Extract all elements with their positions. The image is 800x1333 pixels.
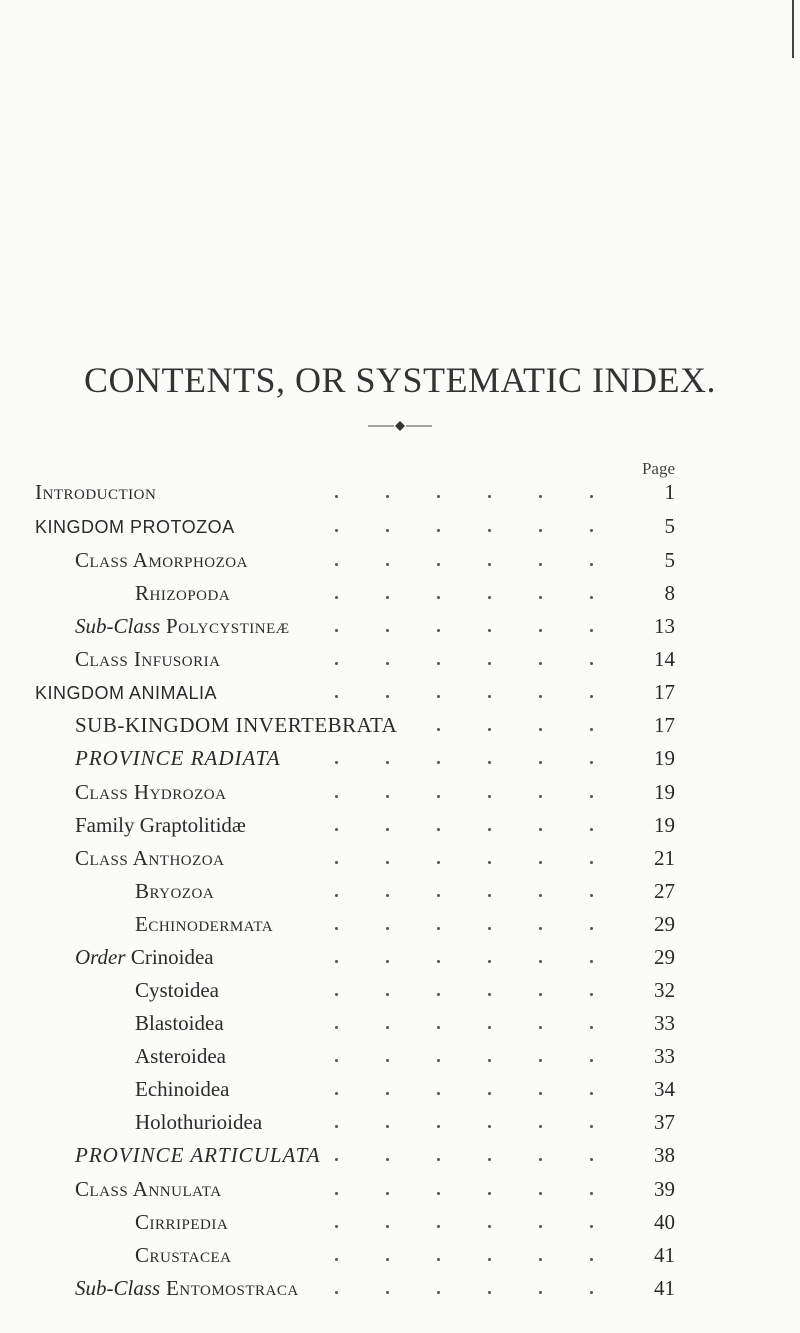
toc-page-number: 38 — [654, 1143, 675, 1167]
leader-dot — [488, 861, 491, 864]
toc-page-number: 33 — [654, 1011, 675, 1035]
dot-leader — [335, 907, 593, 941]
leader-dot — [539, 1158, 542, 1161]
leader-dot — [539, 1092, 542, 1095]
toc-entry — [0, 1271, 800, 1305]
leader-dot — [335, 960, 338, 963]
toc-entry-title — [75, 1172, 222, 1206]
dot-leader — [335, 1072, 593, 1106]
toc-entry — [0, 775, 800, 809]
toc-entry-title — [135, 1039, 226, 1073]
leader-dot — [386, 563, 389, 566]
leader-dot — [590, 761, 593, 764]
leader-dot — [539, 1125, 542, 1128]
toc-page-number: 41 — [654, 1276, 675, 1300]
toc-entry-title-part: Order — [75, 945, 126, 969]
leader-dot — [437, 563, 440, 566]
toc-entry — [0, 874, 800, 908]
leader-dot — [386, 1125, 389, 1128]
toc-entry — [0, 609, 800, 643]
toc-entry-title-part: Class Infusoria — [75, 647, 221, 671]
leader-dot — [437, 695, 440, 698]
leader-dot — [590, 894, 593, 897]
leader-dot — [539, 596, 542, 599]
leader-dot — [437, 861, 440, 864]
toc-entry-title-part: Introduction — [35, 480, 157, 504]
toc-entry-title — [135, 1072, 229, 1106]
leader-dot — [386, 1258, 389, 1261]
leader-dot — [539, 1059, 542, 1062]
leader-dot — [437, 795, 440, 798]
toc-page-number: 32 — [654, 978, 675, 1002]
leader-dot — [335, 828, 338, 831]
leader-dot — [386, 1192, 389, 1195]
leader-dot — [335, 761, 338, 764]
leader-dot — [437, 1192, 440, 1195]
leader-dot — [437, 1158, 440, 1161]
dot-leader — [335, 1039, 593, 1073]
toc-entry-title-part: Cirripedia — [135, 1210, 229, 1234]
leader-dot — [335, 529, 338, 532]
toc-entry-title-part: Bryozoa — [135, 879, 215, 903]
toc-entry-title — [135, 874, 214, 908]
leader-dot — [539, 1026, 542, 1029]
dot-leader — [335, 1238, 593, 1272]
toc-entry-title — [75, 1271, 299, 1305]
toc-entry — [0, 675, 800, 709]
leader-dot — [488, 662, 491, 665]
toc-page-number: 33 — [654, 1044, 675, 1068]
leader-dot — [488, 596, 491, 599]
toc-entry-title — [75, 808, 246, 842]
leader-dot — [590, 993, 593, 996]
leader-dot — [539, 662, 542, 665]
toc-page-number: 19 — [654, 746, 675, 770]
leader-dot — [437, 1092, 440, 1095]
leader-dot — [437, 596, 440, 599]
leader-dot — [488, 1192, 491, 1195]
leader-dot — [437, 828, 440, 831]
toc-entry — [0, 1238, 800, 1272]
toc-entry-title-part: Crustacea — [135, 1243, 232, 1267]
leader-dot — [539, 894, 542, 897]
toc-entry-title — [135, 907, 273, 941]
toc-entry — [0, 509, 800, 543]
leader-dot — [437, 1291, 440, 1294]
leader-dot — [488, 1225, 491, 1228]
toc-page-number: 8 — [664, 581, 675, 605]
leader-dot — [335, 1258, 338, 1261]
toc-entry-title — [75, 841, 224, 875]
leader-dot — [386, 1092, 389, 1095]
toc-entry-title — [75, 642, 220, 676]
page-column-header: Page — [641, 459, 675, 478]
leader-dot — [539, 861, 542, 864]
leader-dot — [437, 495, 440, 498]
toc-entry-title — [135, 576, 230, 610]
leader-dot — [590, 695, 593, 698]
leader-dot — [335, 1192, 338, 1195]
leader-dot — [437, 629, 440, 632]
leader-dot — [539, 728, 542, 731]
toc-entry-title-part: Echinodermata — [135, 912, 274, 936]
leader-dot — [488, 1125, 491, 1128]
leader-dot — [590, 1125, 593, 1128]
leader-dot — [335, 563, 338, 566]
leader-dot — [386, 1225, 389, 1228]
toc-page-number: 37 — [654, 1110, 675, 1134]
leader-dot — [386, 629, 389, 632]
leader-dot — [488, 927, 491, 930]
leader-dot — [539, 993, 542, 996]
leader-dot — [386, 761, 389, 764]
leader-dot — [539, 695, 542, 698]
toc-entry-title — [135, 1105, 262, 1139]
leader-dot — [437, 1059, 440, 1062]
leader-dot — [539, 1258, 542, 1261]
leader-dot — [590, 563, 593, 566]
leader-dot — [539, 563, 542, 566]
leader-dot — [539, 927, 542, 930]
toc-entry — [0, 642, 800, 676]
leader-dot — [386, 1291, 389, 1294]
toc-entry-title-part: Cystoidea — [135, 978, 219, 1002]
toc-page-number: 40 — [654, 1210, 675, 1234]
toc-entry-title-part: Entomostraca — [160, 1276, 299, 1300]
toc-entry — [0, 576, 800, 610]
dot-leader — [335, 543, 593, 577]
leader-dot — [590, 795, 593, 798]
leader-dot — [437, 960, 440, 963]
dot-leader — [335, 1105, 593, 1139]
leader-dot — [335, 596, 338, 599]
leader-dot — [488, 529, 491, 532]
toc-page-number: 19 — [654, 813, 675, 837]
toc-entry-title-part: Class Anthozoa — [75, 846, 225, 870]
toc-page-number: 5 — [664, 514, 675, 538]
leader-dot — [335, 1225, 338, 1228]
page-title: CONTENTS, OR SYSTEMATIC INDEX. — [83, 360, 716, 401]
toc-page-number: 41 — [654, 1243, 675, 1267]
toc-entry-title — [35, 475, 156, 509]
leader-dot — [437, 529, 440, 532]
leader-dot — [488, 1258, 491, 1261]
leader-dot — [335, 894, 338, 897]
toc-entry-title — [75, 609, 290, 643]
toc-page-number: 27 — [654, 879, 675, 903]
toc-page-number: 34 — [654, 1077, 675, 1101]
leader-dot — [590, 662, 593, 665]
dot-leader — [335, 1172, 593, 1206]
dot-leader — [335, 1138, 593, 1172]
leader-dot — [488, 563, 491, 566]
toc-page-number: 39 — [654, 1177, 675, 1201]
toc-page-number: 29 — [654, 912, 675, 936]
toc-page-number: 17 — [654, 713, 675, 737]
dot-leader — [335, 940, 593, 974]
toc-entry — [0, 741, 800, 775]
leader-dot — [437, 927, 440, 930]
toc-entry-title-part: Polycystineæ — [160, 614, 290, 638]
leader-dot — [386, 695, 389, 698]
toc-entry — [0, 841, 800, 875]
dot-leader — [335, 509, 593, 543]
toc-entry-title-part: KINGDOM ANIMALIA — [35, 683, 218, 703]
dot-leader — [335, 609, 593, 643]
dot-leader — [335, 675, 593, 709]
toc-entry-title-part: Class Amorphozoa — [75, 548, 248, 572]
leader-dot — [539, 495, 542, 498]
toc-page-number: 5 — [664, 548, 675, 572]
toc-entry-title-part: Family Graptolitidæ — [75, 813, 246, 837]
leader-dot — [335, 495, 338, 498]
leader-dot — [590, 1026, 593, 1029]
leader-dot — [590, 1059, 593, 1062]
leader-dot — [386, 828, 389, 831]
leader-dot — [539, 1291, 542, 1294]
toc-entry-title-part: Holothurioidea — [135, 1110, 263, 1134]
toc-entry-title-part: Asteroidea — [135, 1044, 226, 1068]
leader-dot — [335, 1125, 338, 1128]
leader-dot — [386, 861, 389, 864]
dot-leader — [335, 708, 593, 742]
leader-dot — [488, 960, 491, 963]
leader-dot — [437, 662, 440, 665]
dot-leader — [335, 642, 593, 676]
toc-entry — [0, 543, 800, 577]
toc-page-number: 17 — [654, 680, 675, 704]
leader-dot — [590, 927, 593, 930]
toc-entry-title-part: Class Hydrozoa — [75, 780, 227, 804]
leader-dot — [488, 695, 491, 698]
leader-dot — [590, 629, 593, 632]
leader-dot — [590, 960, 593, 963]
leader-dot — [539, 629, 542, 632]
toc-entry — [0, 1105, 800, 1139]
toc-entry-title-part: Crinoidea — [125, 945, 214, 969]
toc-entry — [0, 1039, 800, 1073]
toc-entry — [0, 973, 800, 1007]
leader-dot — [386, 960, 389, 963]
toc-page-number: 13 — [654, 614, 675, 638]
leader-dot — [437, 894, 440, 897]
leader-dot — [386, 495, 389, 498]
leader-dot — [335, 795, 338, 798]
leader-dot — [590, 1258, 593, 1261]
toc-entry-title — [35, 675, 217, 710]
toc-entry — [0, 1138, 800, 1172]
leader-dot — [590, 1291, 593, 1294]
toc-entry — [0, 1172, 800, 1206]
leader-dot — [488, 1158, 491, 1161]
leader-dot — [386, 1059, 389, 1062]
leader-dot — [590, 1158, 593, 1161]
leader-dot — [437, 1026, 440, 1029]
leader-dot — [386, 927, 389, 930]
toc-entry-title-part: Echinoidea — [135, 1077, 230, 1101]
dot-leader — [335, 741, 593, 775]
toc-entry-title-part: PROVINCE RADIATA — [75, 746, 281, 770]
leader-dot — [590, 529, 593, 532]
dot-leader — [335, 973, 593, 1007]
leader-dot — [335, 993, 338, 996]
toc-entry-title — [75, 940, 214, 974]
leader-dot — [590, 1192, 593, 1195]
dot-leader — [335, 775, 593, 809]
leader-dot — [386, 1026, 389, 1029]
leader-dot — [386, 1158, 389, 1161]
toc-entry — [0, 1006, 800, 1040]
leader-dot — [488, 894, 491, 897]
leader-dot — [488, 1291, 491, 1294]
dot-leader — [335, 841, 593, 875]
toc-entry-title — [35, 509, 235, 544]
leader-dot — [437, 1125, 440, 1128]
leader-dot — [488, 629, 491, 632]
dot-leader — [335, 874, 593, 908]
leader-dot — [539, 761, 542, 764]
toc-page-number: 21 — [654, 846, 675, 870]
toc-entry — [0, 1205, 800, 1239]
leader-dot — [335, 1158, 338, 1161]
dot-leader — [335, 1006, 593, 1040]
dot-leader — [335, 576, 593, 610]
toc-entry-title-part: PROVINCE ARTICULATA — [75, 1143, 321, 1167]
toc-entry — [0, 940, 800, 974]
leader-dot — [386, 596, 389, 599]
leader-dot — [539, 1225, 542, 1228]
leader-dot — [437, 993, 440, 996]
toc-entry-title-part: Blastoidea — [135, 1011, 224, 1035]
toc-entry-title — [135, 973, 219, 1007]
leader-dot — [488, 495, 491, 498]
leader-dot — [539, 795, 542, 798]
leader-dot — [590, 1225, 593, 1228]
leader-dot — [386, 795, 389, 798]
toc-entry — [0, 907, 800, 941]
toc-entry — [0, 708, 800, 742]
toc-entry — [0, 475, 800, 509]
leader-dot — [335, 1026, 338, 1029]
leader-dot — [539, 1192, 542, 1195]
leader-dot — [488, 1059, 491, 1062]
leader-dot — [488, 1092, 491, 1095]
toc-entry-title-part: KINGDOM PROTOZOA — [35, 517, 235, 537]
leader-dot — [386, 894, 389, 897]
leader-dot — [488, 761, 491, 764]
leader-dot — [386, 993, 389, 996]
leader-dot — [488, 993, 491, 996]
dot-leader — [335, 1271, 593, 1305]
toc-entry-title-part: SUB-KINGDOM INVERTEBRATA — [75, 713, 398, 737]
leader-dot — [539, 529, 542, 532]
toc-entry-title-part: Class Annulata — [75, 1177, 222, 1201]
toc-page-number: 29 — [654, 945, 675, 969]
leader-dot — [437, 761, 440, 764]
dot-leader — [335, 1205, 593, 1239]
leader-dot — [437, 1225, 440, 1228]
toc-page-number: 1 — [664, 480, 675, 504]
ornament-divider — [368, 420, 432, 432]
leader-dot — [590, 861, 593, 864]
leader-dot — [539, 828, 542, 831]
toc-entry — [0, 1072, 800, 1106]
leader-dot — [335, 861, 338, 864]
leader-dot — [437, 1258, 440, 1261]
leader-dot — [590, 728, 593, 731]
toc-entry-title — [135, 1006, 224, 1040]
toc-entry-title — [135, 1238, 231, 1272]
leader-dot — [488, 728, 491, 731]
leader-dot — [335, 629, 338, 632]
toc-entry-title — [75, 543, 248, 577]
leader-dot — [335, 662, 338, 665]
leader-dot — [488, 795, 491, 798]
toc-entry-title-part: Sub-Class — [75, 614, 161, 638]
leader-dot — [335, 1092, 338, 1095]
leader-dot — [488, 1026, 491, 1029]
toc-entry-title — [135, 1205, 228, 1239]
leader-dot — [590, 596, 593, 599]
toc-entry-title — [75, 741, 281, 775]
leader-dot — [386, 662, 389, 665]
leader-dot — [335, 1291, 338, 1294]
toc-page-number: 19 — [654, 780, 675, 804]
dot-leader — [335, 808, 593, 842]
leader-dot — [539, 960, 542, 963]
toc-entry — [0, 808, 800, 842]
leader-dot — [488, 828, 491, 831]
leader-dot — [335, 695, 338, 698]
toc-entry-title-part: Rhizopoda — [135, 581, 231, 605]
leader-dot — [590, 1092, 593, 1095]
leader-dot — [590, 828, 593, 831]
leader-dot — [386, 529, 389, 532]
dot-leader — [335, 475, 593, 509]
leader-dot — [335, 1059, 338, 1062]
leader-dot — [590, 495, 593, 498]
toc-entry-title — [75, 1138, 321, 1172]
toc-page-number: 14 — [654, 647, 675, 671]
leader-dot — [335, 927, 338, 930]
toc-entry-title-part: Sub-Class — [75, 1276, 161, 1300]
leader-dot — [437, 728, 440, 731]
page-edge-mark — [792, 0, 794, 58]
toc-entry-title — [75, 775, 226, 809]
